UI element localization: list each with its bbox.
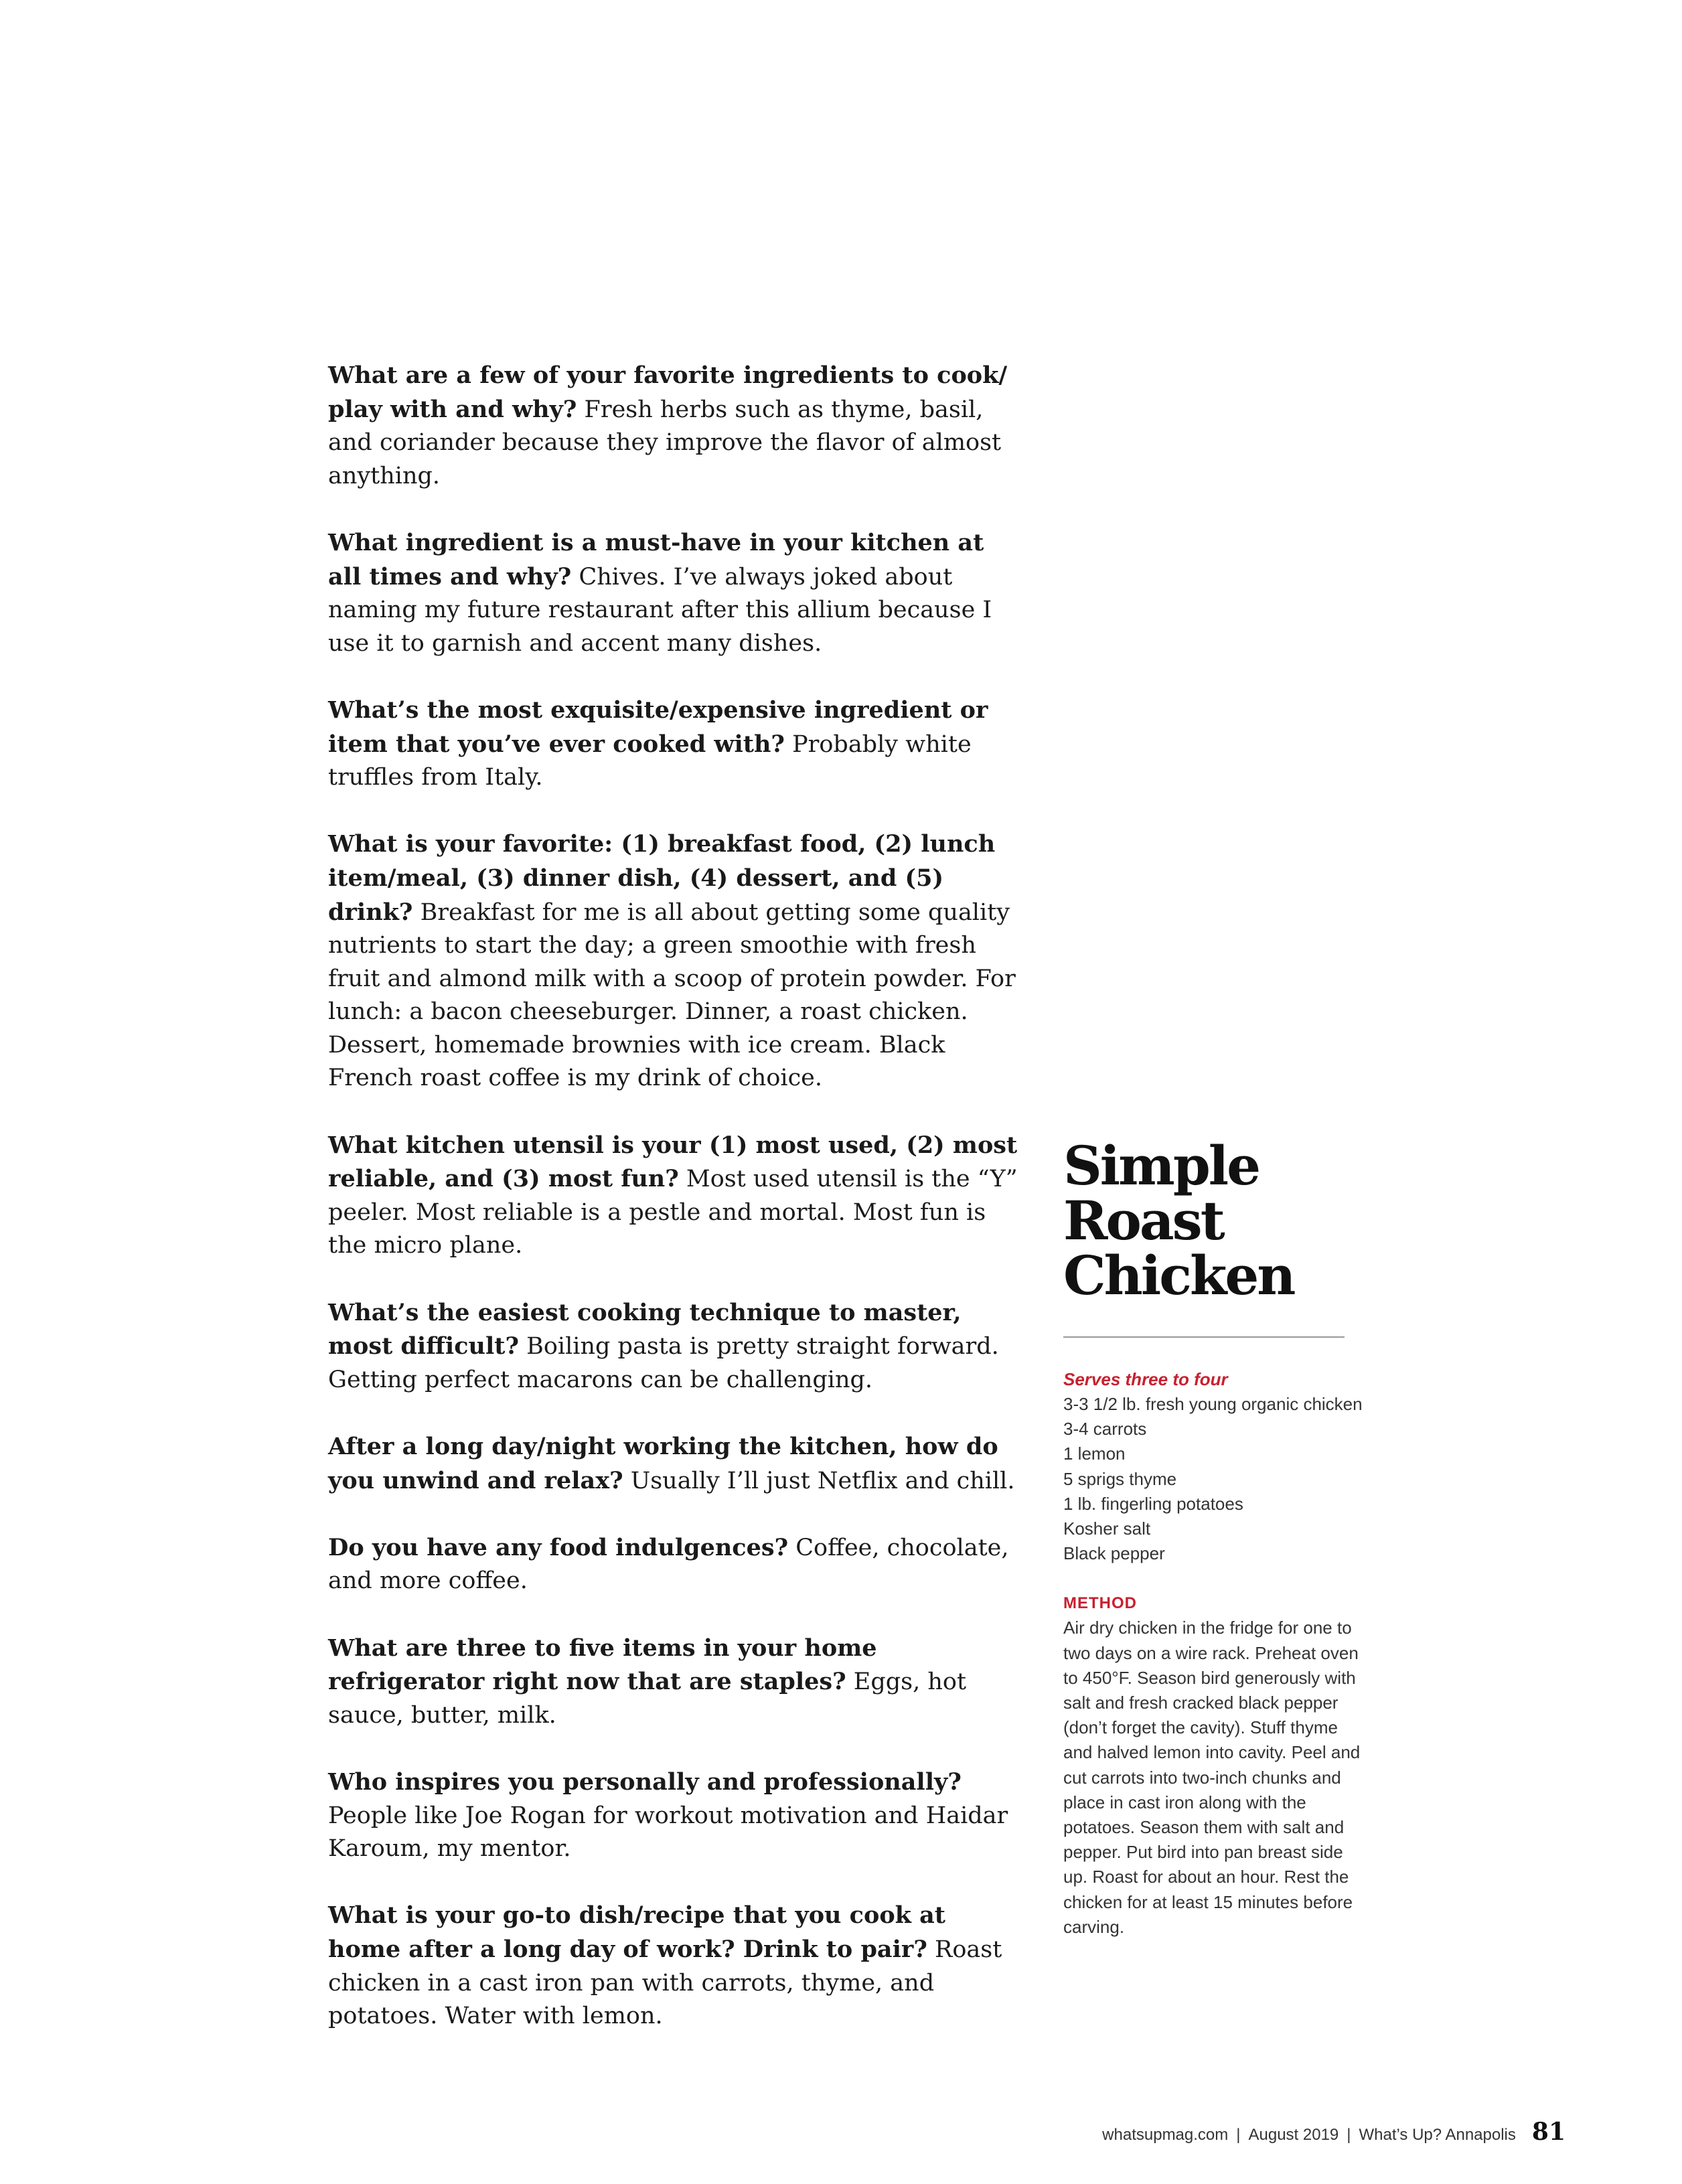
qa-question: What are three to five items in your home refrigerator right now that are staples?: [328, 1634, 877, 1696]
qa-item: [328, 526, 1024, 660]
footer-separator: |: [1236, 2126, 1241, 2144]
qa-item: [328, 359, 1024, 493]
qa-item: [328, 1899, 1024, 2033]
qa-item: [328, 1632, 1024, 1733]
qa-question: What is your favorite: (1) breakfast food, (2) lunch item/meal, (3) dinner dish, (4) dessert, and (5) drink?: [328, 830, 996, 926]
ingredient-item: Black pepper: [1063, 1543, 1165, 1564]
footer-separator: |: [1347, 2126, 1351, 2144]
qa-answer: Roast chicken in a cast iron pan with carrots, thyme, and potatoes. Water with lemon.: [328, 1936, 1002, 2030]
qa-item: [328, 828, 1024, 1095]
ingredient-item: Kosher salt: [1063, 1518, 1151, 1539]
qa-item: [328, 1766, 1024, 1866]
recipe-title-line: Simple: [1063, 1134, 1259, 1197]
recipe-title-line: Chicken: [1063, 1244, 1294, 1307]
ingredient-list: [1063, 1392, 1371, 1566]
qa-question: What kitchen utensil is your (1) most used, (2) most reliable, and (3) most fun?: [328, 1131, 1018, 1193]
qa-item: [328, 1296, 1024, 1397]
page-number: 81: [1531, 2118, 1565, 2146]
ingredient-item: 1 lemon: [1063, 1444, 1126, 1464]
qa-question: Who inspires you personally and professionally?: [328, 1768, 962, 1796]
ingredient-item: 5 sprigs thyme: [1063, 1468, 1177, 1489]
qa-answer: Chives. I’ve always joked about naming my future restaurant after this allium because I use it to garnish and accent many dishes.: [328, 563, 992, 657]
qa-item: [328, 1531, 1024, 1598]
qa-answer: Usually I’ll just Netflix and chill.: [630, 1467, 1015, 1494]
footer-site: whatsupmag.com: [1102, 2126, 1229, 2144]
footer-issue: August 2019: [1248, 2126, 1339, 2144]
qa-answer: Most used utensil is the “Y” peeler. Most reliable is a pestle and mortal. Most fun is the micro plane.: [328, 1166, 1018, 1259]
qa-answer: Eggs, hot sauce, butter, milk.: [328, 1668, 967, 1729]
qa-answer: Fresh herbs such as thyme, basil, and coriander because they improve the flavor of almost anything.: [328, 396, 1002, 489]
qa-answer: Coffee, chocolate, and more coffee.: [328, 1534, 1009, 1595]
ingredient-item: 1 lb. fingerling potatoes: [1063, 1493, 1243, 1514]
qa-answer: Breakfast for me is all about getting some quality nutrients to start the day; a green smoothie with fresh fruit and almond milk with a scoop of protein powder. For lunch: a bacon cheeseburger. Dinner, a roast chicken. Dessert, homemade brownies with ice cream. Black French roast coffee is my drink of choice.: [328, 899, 1016, 1092]
footer-publication: What’s Up? Annapolis: [1359, 2126, 1516, 2144]
qa-question: What ingredient is a must-have in your kitchen at all times and why?: [328, 528, 984, 591]
qa-question: What’s the most exquisite/expensive ingredient or item that you’ve ever cooked with?: [328, 696, 988, 758]
qa-item: [328, 1430, 1024, 1498]
qa-question: What’s the easiest cooking technique to master, most difficult?: [328, 1298, 962, 1360]
interview-column: [328, 359, 1024, 2066]
method-heading: METHOD: [1063, 1594, 1137, 1613]
qa-answer: Probably white truffles from Italy.: [328, 730, 972, 791]
qa-question: Do you have any food indulgences?: [328, 1533, 789, 1561]
recipe-serves: Serves three to four: [1063, 1369, 1228, 1389]
qa-question: What are a few of your favorite ingredients to cook/ play with and why?: [328, 362, 1008, 423]
recipe-sidebar: [1063, 1134, 1371, 1940]
method-text: Air dry chicken in the fridge for one to two days on a wire rack. Preheat oven to 450°F. Season bird generously with salt and fresh cracked black pepper (don’t forget the cavity). Stuff thyme and halved lemon into cavity. Peel and cut carrots into two-inch chunks and place in cast iron along with the potatoes. Season them with salt and pepper. Put bird into pan breast side up. Roast for about an hour. Rest the chicken for at least 15 minutes before carving.: [1063, 1618, 1361, 1937]
qa-item: [328, 694, 1024, 795]
ingredient-item: 3-4 carrots: [1063, 1419, 1147, 1439]
qa-question: What is your go-to dish/recipe that you cook at home after a long day of work? Drink to pair?: [328, 1901, 945, 1963]
qa-answer: People like Joe Rogan for workout motivation and Haidar Karoum, my mentor.: [328, 1802, 1008, 1863]
qa-question: After a long day/night working the kitchen, how do you unwind and relax?: [328, 1433, 998, 1494]
ingredient-item: 3-3 1/2 lb. fresh young organic chicken: [1063, 1394, 1363, 1414]
qa-item: [328, 1129, 1024, 1263]
recipe-divider: [1063, 1336, 1345, 1338]
page-footer: [1102, 2118, 1565, 2146]
recipe-title-line: Roast: [1063, 1189, 1223, 1252]
recipe-title: [1063, 1134, 1371, 1307]
qa-answer: Boiling pasta is pretty straight forward. Getting perfect macarons can be challenging.: [328, 1333, 999, 1393]
